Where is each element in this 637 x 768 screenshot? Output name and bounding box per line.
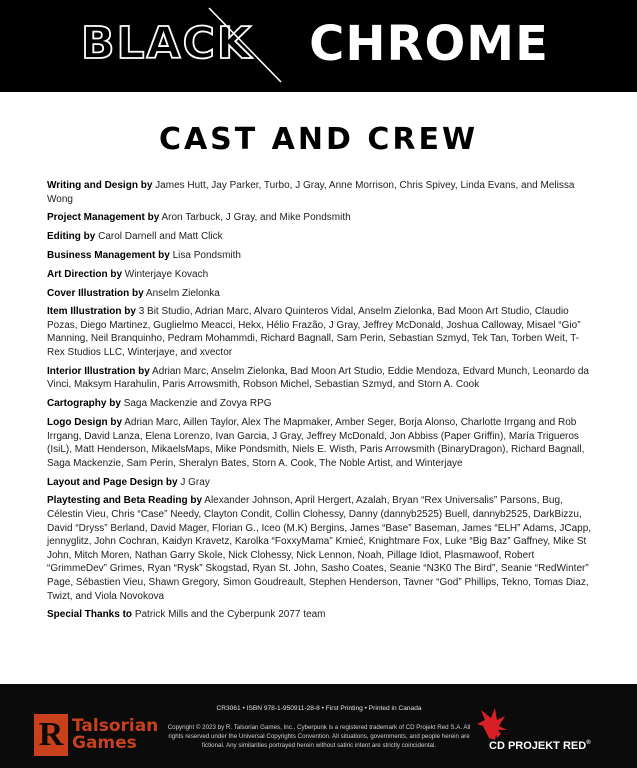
footer-fineprint: [165, 704, 473, 750]
credit-special-thanks: Special Thanks to Patrick Mills and the Cyberpunk 2077 team: [47, 609, 326, 621]
black-chrome-logo: [49, 0, 589, 92]
header-banner: [0, 0, 637, 92]
cdpr-bird-icon: [469, 704, 619, 744]
registered-mark: ®: [586, 740, 591, 746]
credit-interior-illustration: Interior Illustration by Adrian Marc, Anselm Zielonka, Bad Moon Art Studio, Eddie Mendoza, Edvard Munch, Leonardo da Vinci, Maksym Harahulin, Paris Arrowsmith, Robson Michel, Sebastian Szmyd, and Storn A. Cook: [47, 365, 589, 391]
logo-word-chrome: CHROME: [308, 16, 549, 72]
rtg-word-talsorian: Talsorian: [72, 716, 159, 736]
r-talsorian-logo: [34, 714, 158, 756]
credits-list: [47, 179, 595, 627]
rtg-word-games: Games: [72, 733, 137, 753]
rtg-wordmark: [72, 718, 158, 752]
credit-editing: Editing by Carol Darnell and Matt Click: [47, 231, 223, 243]
credit-layout-design: Layout and Page Design by J Gray: [47, 476, 210, 488]
credit-item-illustration: Item Illustration by 3 Bit Studio, Adrian Marc, Alvaro Quinteros Vidal, Anselm Zielonka, Bad Moon Art Studio, Claudio Pozas, Diego Martinez, Guglielmo Meacci, Hekx, Hélio Frazão, J Gray, Jeffrey McDonald, Joshua Calloway, Misael “Gio” Manning, Neil Branquinho, Pedram Mohammdi, Richard Bagnall, Sam Perin, Sebastian Szmyd, Tek Tan, Torben Weit, T-Rex Studios LLC, Winterjaye, and xvector: [47, 306, 581, 359]
logo-word-black: BLACK: [80, 18, 253, 69]
credit-art-direction: Art Direction by Winterjaye Kovach: [47, 268, 209, 280]
rtg-mark: R: [34, 714, 68, 756]
credit-cover-illustration: Cover Illustration by Anselm Zielonka: [47, 287, 220, 299]
page-title: CAST AND CREW: [158, 122, 479, 157]
credit-cartography: Cartography by Saga Mackenzie and Zovya RPG: [47, 398, 272, 410]
credit-business-management: Business Management by Lisa Pondsmith: [47, 249, 241, 261]
isbn-line: CR3061 • ISBN 978-1-950911-28-8 • First Printing • Printed in Canada: [216, 705, 422, 712]
credit-logo-design: Logo Design by Adrian Marc, Aillen Taylor, Alex The Mapmaker, Amber Seger, Borja Alonso, Charlotte Irrgang and Rob Irrgang, David Lanza, Elena Lorenzo, Ivan Garcia, J Gray, Jeffrey McDonald, Jon Abbiss (Paper Griffin), María Trigueros (IsiL), Matt Henderson, MikaelsMaps, Mike Pondsmith, Niels E. Wisth, Paris Arrowsmith (BinaryDragon), Richard Bagnall, Saga Mackenzie, Sam Perin, Sheralyn Bates, Storn A. Cook, The Noble Artist, and Winterjaye: [47, 417, 585, 469]
credit-writing: Writing and Design by James Hutt, Jay Parker, Turbo, J Gray, Anne Morrison, Chris Spivey, Linda Evans, and Melissa Wong: [47, 180, 575, 205]
credit-playtesting: Playtesting and Beta Reading by Alexander Johnson, April Hergert, Azalah, Bryan “Rex Universalis” Parsons, Bug, Célestin Vieu, Chris “Case” Needy, Clayton Condit, Collin Clohessy, Danny (dannyb2525) Buell, dannyb2525, DarkBizzu, David “Dryss” Berland, David Mager, Florian G., Iceo (M.K) Bergins, James “Base” Baseman, James “ELH” Adams, JCapp, jennyglitz, John Cochran, Kaidyn Kravetz, Karolka “FoxxyMama” Kmieć, Knightmare Fox, Luke “Big Baz” Gaffney, Mike St John, Mitch Moren, Nathan Garry Skole, Nick Clohessy, Nick Lennon, Noah, Pillage Idiot, Plasmawoof, Robert “GrimmeDev” Grimes, Ryan “Rysk” Skogstad, Ryan St. John, Sasho Coates, Seanie “N3K0 The Bird”, Seanie “RedWinter” Page, Sébastien Vieu, Shawn Gregory, Simon Goudreault, Stephen Henderson, Tavner “God” Phillips, Tekno, Tomas Diaz, Twizt, and Viola Novokova: [47, 495, 592, 602]
cdpr-wordmark: CD PROJEKT RED®: [489, 740, 591, 752]
copyright-text: Copyright © 2023 by R. Talsorian Games, Inc., Cyberpunk is a registered trademark of CD Projekt Red S.A. All rights reserved under the Universal Copyrights Convention. All situations, governments, and people herein are fictional. Any similarities portrayed herein without satiric intent are strictly coincidental.: [167, 724, 471, 749]
credit-project-management: Project Management by Aron Tarbuck, J Gray, and Mike Pondsmith: [47, 212, 351, 224]
cd-projekt-red-logo: [469, 704, 619, 764]
